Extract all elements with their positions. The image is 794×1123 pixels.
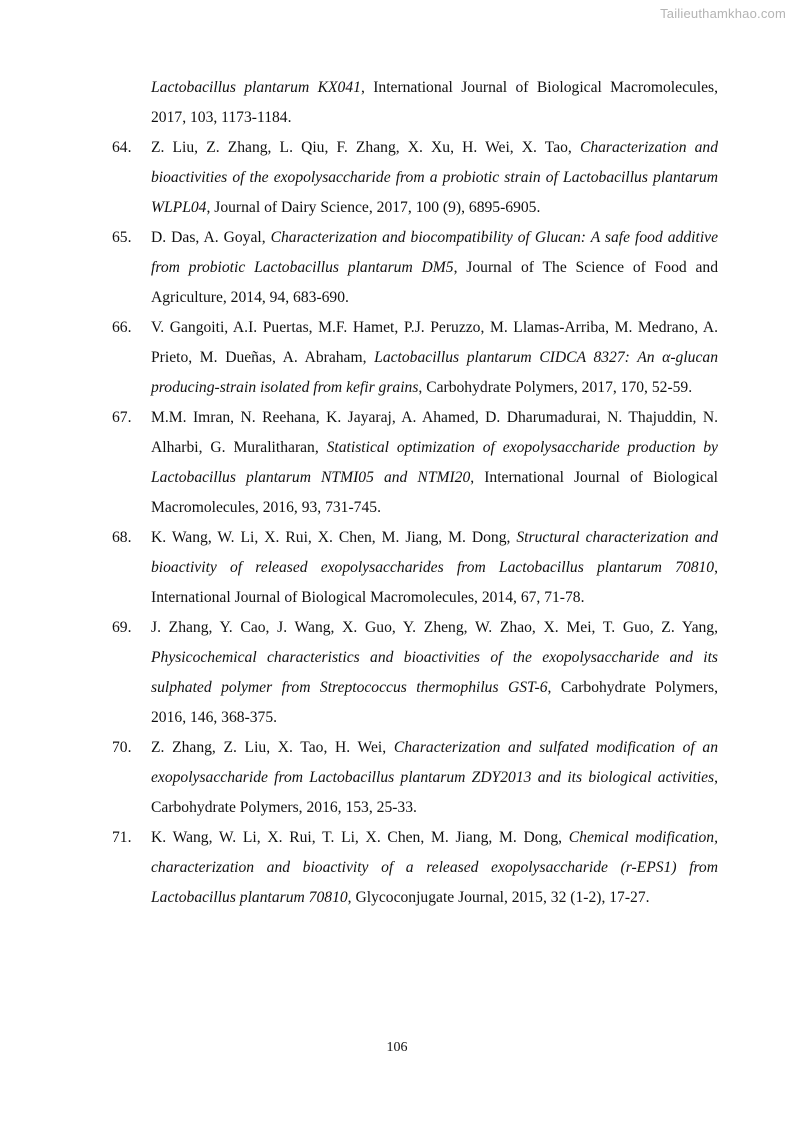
reference-source: , International Journal of Biological Macromolecules, 2014, 67, 71-78. bbox=[151, 559, 718, 606]
reference-authors: Z. Liu, Z. Zhang, L. Qiu, F. Zhang, X. Xu, H. Wei, X. Tao, bbox=[151, 139, 580, 156]
reference-source: , Carbohydrate Polymers, 2017, 170, 52-59. bbox=[418, 379, 693, 396]
reference-source: , International Journal of Biological Macromolecules, 2017, 103, 1173-1184. bbox=[151, 79, 719, 126]
reference-title: Chemical modification, characterization and bioactivity of a released exopolysaccharide (r-EPS1) from Lactobacillus plantarum 70810 bbox=[151, 829, 718, 906]
reference-title: Lactobacillus plantarum KX041 bbox=[151, 79, 361, 96]
reference-number: 67. bbox=[112, 409, 132, 426]
watermark: Tailieuthamkhao.com bbox=[660, 6, 786, 21]
reference-title: Statistical optimization of exopolysaccharide production by Lactobacillus plantarum NTMI05 and NTMI20 bbox=[151, 439, 718, 486]
reference-title: Characterization and biocompatibility of Glucan: A safe food additive from probiotic Lactobacillus plantarum DM5 bbox=[151, 229, 718, 276]
page-number: 106 bbox=[386, 1040, 408, 1055]
reference-authors: D. Das, A. Goyal, bbox=[151, 229, 271, 246]
reference-source: , Carbohydrate Polymers, 2016, 146, 368-375. bbox=[151, 679, 718, 726]
reference-authors: M.M. Imran, N. Reehana, K. Jayaraj, A. Ahamed, D. Dharumadurai, N. Thajuddin, N. Alharbi, G. Muralitharan, bbox=[151, 409, 718, 456]
reference-title: Characterization and sulfated modification of an exopolysaccharide from Lactobacillus plantarum ZDY2013 and its biological activities bbox=[151, 739, 718, 786]
reference-item bbox=[112, 223, 718, 313]
reference-list bbox=[112, 73, 718, 913]
reference-number: 64. bbox=[112, 139, 132, 156]
reference-number: 70. bbox=[112, 739, 132, 756]
reference-number: 69. bbox=[112, 619, 132, 636]
reference-source: , Journal of The Science of Food and Agriculture, 2014, 94, 683-690. bbox=[151, 259, 718, 306]
reference-item bbox=[112, 133, 718, 223]
reference-source: , International Journal of Biological Macromolecules, 2016, 93, 731-745. bbox=[151, 469, 718, 516]
reference-number: 71. bbox=[112, 829, 132, 846]
reference-source: , Glycoconjugate Journal, 2015, 32 (1-2), 17-27. bbox=[347, 889, 650, 906]
reference-title: Lactobacillus plantarum CIDCA 8327: An α-glucan producing-strain isolated from kefir grains bbox=[151, 349, 718, 396]
reference-authors: Z. Zhang, Z. Liu, X. Tao, H. Wei, bbox=[151, 739, 394, 756]
reference-item bbox=[112, 823, 718, 913]
reference-item bbox=[112, 733, 718, 823]
reference-title: Structural characterization and bioactivity of released exopolysaccharides from Lactobacillus plantarum 70810 bbox=[151, 529, 719, 576]
reference-number: 66. bbox=[112, 319, 132, 336]
reference-source: , Journal of Dairy Science, 2017, 100 (9), 6895-6905. bbox=[206, 199, 541, 216]
reference-title: Physicochemical characteristics and bioactivities of the exopolysaccharide and its sulphated polymer from Streptococcus thermophilus GST-6 bbox=[151, 649, 718, 696]
reference-number: 65. bbox=[112, 229, 132, 246]
reference-title: Characterization and bioactivities of the exopolysaccharide from a probiotic strain of Lactobacillus plantarum WLPL04 bbox=[151, 139, 718, 216]
reference-item bbox=[112, 313, 718, 403]
reference-authors: J. Zhang, Y. Cao, J. Wang, X. Guo, Y. Zheng, W. Zhao, X. Mei, T. Guo, Z. Yang, bbox=[151, 619, 718, 636]
reference-item bbox=[112, 613, 718, 733]
reference-number: 68. bbox=[112, 529, 132, 546]
reference-item bbox=[112, 403, 718, 523]
reference-authors: V. Gangoiti, A.I. Puertas, M.F. Hamet, P.J. Peruzzo, M. Llamas-Arriba, M. Medrano, A. Prieto, M. Dueñas, A. Abraham, bbox=[151, 319, 718, 366]
reference-item bbox=[112, 73, 718, 133]
reference-authors: K. Wang, W. Li, X. Rui, T. Li, X. Chen, M. Jiang, M. Dong, bbox=[151, 829, 569, 846]
reference-source: , Carbohydrate Polymers, 2016, 153, 25-33. bbox=[151, 769, 718, 816]
reference-item bbox=[112, 523, 718, 613]
reference-authors: K. Wang, W. Li, X. Rui, X. Chen, M. Jiang, M. Dong, bbox=[151, 529, 517, 546]
